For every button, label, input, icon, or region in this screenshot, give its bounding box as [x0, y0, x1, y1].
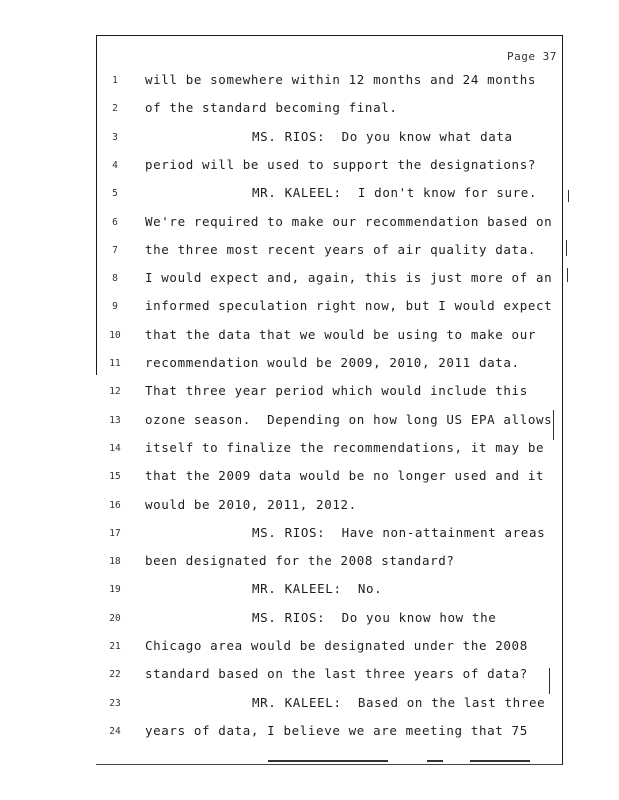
- line-text: MS. RIOS: Do you know what data: [252, 128, 513, 144]
- transcript-line: [0, 298, 619, 318]
- line-text: MR. KALEEL: No.: [252, 581, 383, 597]
- line-number: 9: [112, 301, 118, 313]
- line-number: 10: [109, 329, 121, 341]
- line-number: 7: [112, 244, 118, 256]
- transcript-line: [0, 157, 619, 177]
- transcript-line: [0, 214, 619, 234]
- transcript-line: [0, 468, 619, 488]
- transcript-line: [0, 581, 619, 601]
- transcript-line: [0, 610, 619, 630]
- line-number: 8: [112, 273, 118, 285]
- transcript-line: [0, 72, 619, 92]
- transcript-line: [0, 695, 619, 715]
- line-text: I would expect and, again, this is just more of an: [145, 270, 553, 286]
- line-text: MS. RIOS: Do you know how the: [252, 609, 497, 625]
- line-number: 3: [112, 131, 118, 143]
- line-number: 20: [109, 612, 121, 624]
- page-number: Page 37: [507, 50, 557, 63]
- line-number: 5: [112, 188, 118, 200]
- line-text: will be somewhere within 12 months and 24 months: [145, 72, 536, 87]
- top-border: [96, 35, 563, 36]
- line-text: MS. RIOS: Have non-attainment areas: [252, 524, 546, 540]
- line-text: of the standard becoming final.: [145, 100, 398, 116]
- line-number: 22: [109, 669, 121, 681]
- transcript-line: [0, 525, 619, 545]
- line-number: 17: [109, 527, 121, 539]
- line-text: period will be used to support the designations?: [145, 156, 536, 172]
- transcript-line: [0, 412, 619, 432]
- line-text: been designated for the 2008 standard?: [145, 553, 455, 569]
- line-text: That three year period which would include this: [145, 383, 528, 399]
- line-number: 19: [109, 584, 121, 596]
- line-text: MR. KALEEL: Based on the last three: [252, 694, 546, 710]
- line-number: 6: [112, 216, 118, 228]
- line-number: 4: [112, 159, 118, 171]
- line-text: would be 2010, 2011, 2012.: [145, 496, 357, 512]
- line-number: 11: [109, 358, 121, 369]
- line-text: ozone season. Depending on how long US EPA allows: [145, 411, 553, 427]
- transcript-line: [0, 666, 619, 686]
- transcript-line: [0, 440, 619, 460]
- line-text: years of data, I believe we are meeting that 75: [145, 722, 528, 738]
- line-number: 18: [109, 556, 121, 568]
- line-text: MR. KALEEL: I don't know for sure.: [252, 185, 538, 201]
- line-text: We're required to make our recommendation based on: [145, 213, 553, 229]
- line-number: 21: [109, 641, 121, 652]
- transcript-line: [0, 355, 619, 375]
- line-number: 24: [109, 725, 121, 737]
- scan-mark: [268, 760, 388, 762]
- line-number: 2: [112, 103, 118, 115]
- line-number: 14: [109, 442, 121, 454]
- transcript-line: [0, 185, 619, 205]
- transcript-line: [0, 100, 619, 120]
- bottom-border: [96, 764, 563, 765]
- line-number: 15: [109, 471, 121, 483]
- transcript-line: [0, 327, 619, 347]
- transcript-line: [0, 638, 619, 658]
- line-text: standard based on the last three years of data?: [145, 666, 528, 682]
- line-text: recommendation would be 2009, 2010, 2011 data.: [145, 355, 520, 370]
- transcript-line: [0, 129, 619, 149]
- scan-mark: [470, 760, 530, 762]
- transcript-line: [0, 383, 619, 403]
- transcript-line: [0, 242, 619, 262]
- line-text: the three most recent years of air quality data.: [145, 241, 536, 257]
- line-number: 23: [109, 697, 121, 709]
- line-text: that the 2009 data would be no longer used and it: [145, 468, 545, 484]
- line-text: informed speculation right now, but I would expect: [145, 298, 553, 314]
- line-number: 1: [112, 75, 118, 86]
- line-text: itself to finalize the recommendations, it may be: [145, 439, 545, 455]
- line-text: that the data that we would be using to make our: [145, 326, 536, 342]
- transcript-line: [0, 270, 619, 290]
- line-number: 16: [109, 499, 121, 511]
- transcript-line: [0, 723, 619, 743]
- transcript-line: [0, 497, 619, 517]
- line-number: 13: [109, 414, 121, 426]
- scan-mark: [427, 760, 443, 762]
- line-number: 12: [109, 386, 121, 398]
- line-text: Chicago area would be designated under the 2008: [145, 638, 528, 653]
- transcript-line: [0, 553, 619, 573]
